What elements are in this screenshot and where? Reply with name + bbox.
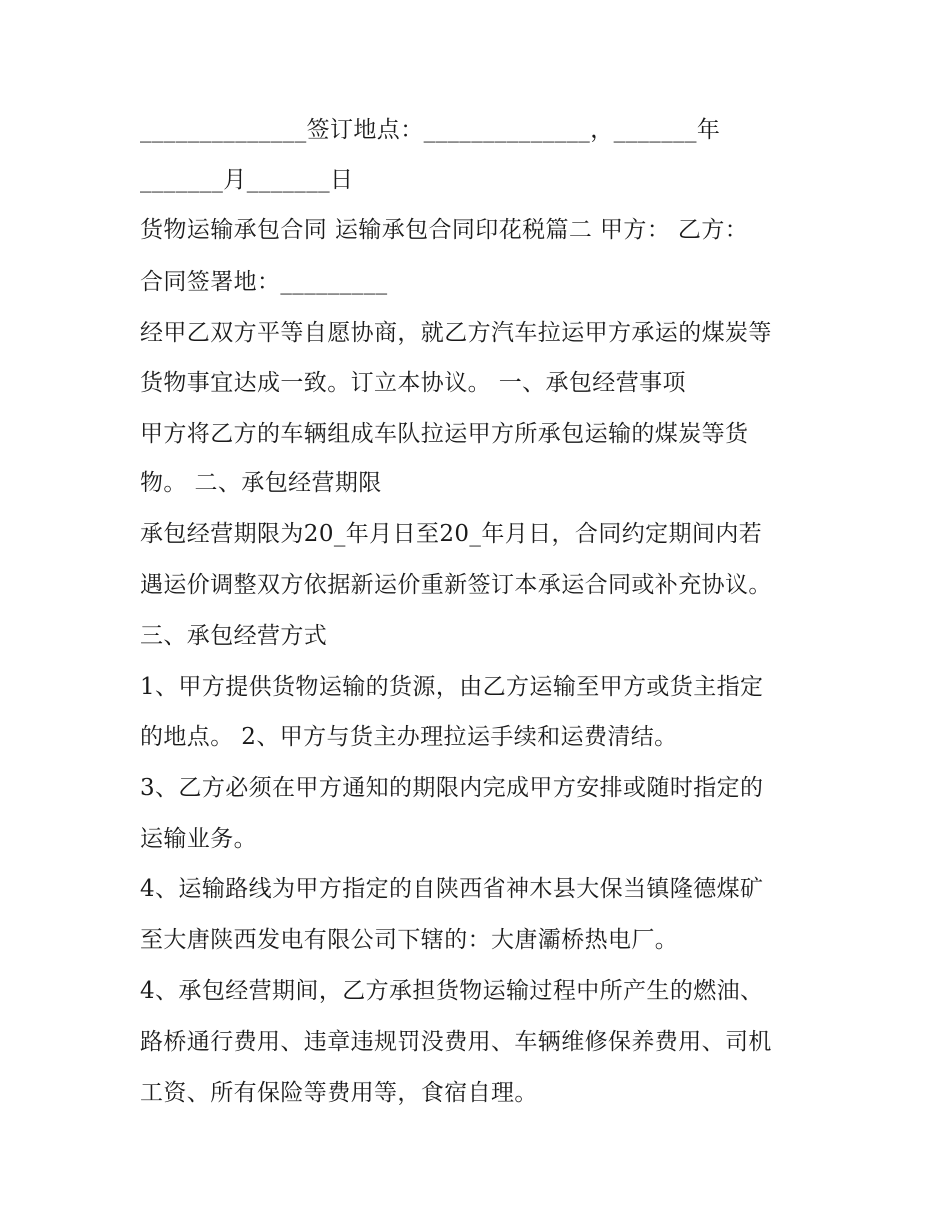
text-line-clause3-item3: 3、乙方必须在甲方通知的期限内完成甲方安排或随时指定的 xyxy=(140,775,764,801)
text-line-signing-location: 合同签署地：_________ xyxy=(140,269,388,295)
text-line-title-parties: 货物运输承包合同 运输承包合同印花税篇二 甲方： 乙方： xyxy=(140,217,749,243)
text-line-clause3-item4b-cont2: 工资、所有保险等费用等，食宿自理。 xyxy=(140,1080,538,1106)
text-line-clause3-item3-cont: 运输业务。 xyxy=(140,826,257,852)
text-line-clause3-item4b: 4、承包经营期间，乙方承担货物运输过程中所产生的燃油、 xyxy=(140,978,764,1004)
text-line-clause3-item4-cont: 至大唐陕西发电有限公司下辖的：大唐灞桥热电厂。 xyxy=(140,927,679,953)
text-line-clause1-2: 物。 二、承包经营期限 xyxy=(140,470,382,496)
text-line-clause3-item1: 1、甲方提供货物运输的货源，由乙方运输至甲方或货主指定 xyxy=(140,674,764,700)
text-line-clause1-1: 甲方将乙方的车辆组成车队拉运甲方所承包运输的煤炭等货 xyxy=(140,421,749,447)
text-line-clause3-item1-cont: 的地点。 2、甲方与货主办理拉运手续和运费清结。 xyxy=(140,724,678,750)
text-line-clause3-item4b-cont1: 路桥通行费用、违章违规罚没费用、车辆维修保养费用、司机 xyxy=(140,1029,772,1055)
text-line-clause3-item4: 4、运输路线为甲方指定的自陕西省神木县大保当镇隆德煤矿 xyxy=(140,876,764,902)
text-line-clause2-2: 遇运价调整双方依据新运价重新签订本承运合同或补充协议。 xyxy=(140,572,772,598)
text-line-preamble-1: 经甲乙双方平等自愿协商，就乙方汽车拉运甲方承运的煤炭等 xyxy=(140,320,772,346)
text-line-preamble-2: 货物事宜达成一致。订立本协议。 一、承包经营事项 xyxy=(140,370,686,396)
text-line-clause3-heading: 三、承包经营方式 xyxy=(140,623,328,649)
text-line-clause2-1: 承包经营期限为20_年月日至20_年月日，合同约定期间内若 xyxy=(140,521,763,547)
text-line-signing-place: ______________签订地点：______________，_______年 xyxy=(140,117,721,143)
text-line-date: _______月_______日 xyxy=(140,167,354,193)
